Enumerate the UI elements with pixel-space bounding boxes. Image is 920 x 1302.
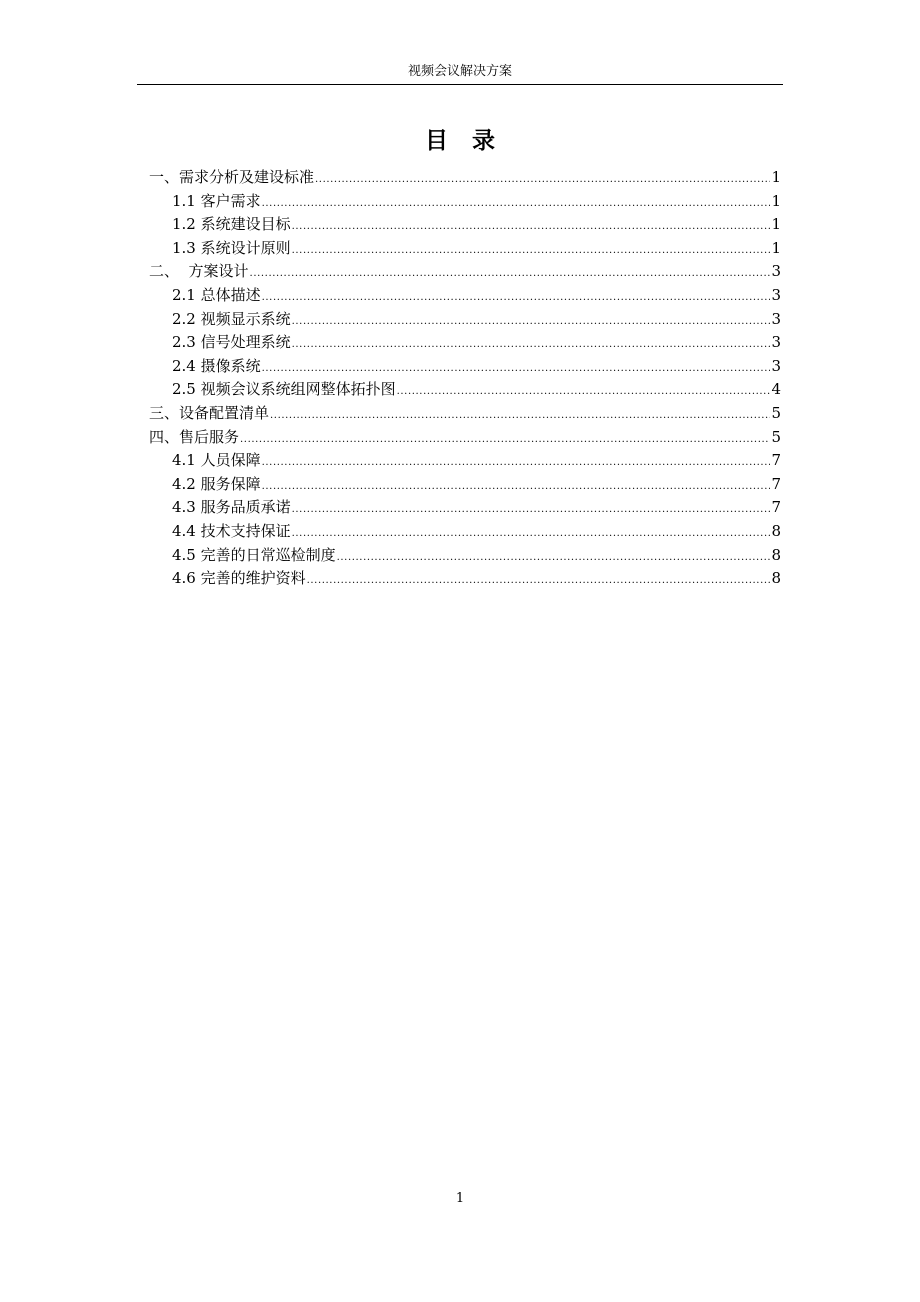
toc-title: 目录 [425, 128, 519, 154]
toc-entry-text: 4.1 人员保障 [172, 451, 261, 470]
toc-entry-page: 3 [771, 333, 781, 352]
toc-dot-leader [292, 498, 771, 522]
toc-entry-text: 2.5 视频会议系统组网整体拓扑图 [172, 380, 396, 399]
toc-dot-leader [292, 522, 771, 546]
toc-entry-page: 5 [771, 427, 781, 446]
toc-dot-leader [315, 168, 770, 192]
toc-entry[interactable] [149, 166, 781, 190]
toc-entry[interactable] [149, 260, 781, 284]
toc-entry-text: 4.6 完善的维护资料 [172, 569, 306, 588]
toc-entry-text: 2.4 摄像系统 [172, 356, 261, 375]
toc-entry-text: 2.1 总体描述 [172, 285, 261, 304]
toc-entry-text: 三、设备配置清单 [149, 403, 270, 422]
toc-dot-leader [262, 286, 771, 310]
toc-entry-text: 4.5 完善的日常巡检制度 [172, 545, 336, 564]
toc-dot-leader [262, 475, 771, 499]
toc-entry-page: 1 [771, 168, 781, 186]
toc-entry-page: 4 [771, 380, 781, 399]
toc-entry-page: 1 [771, 191, 781, 210]
toc-entry-page: 7 [771, 451, 781, 470]
toc-entry[interactable] [149, 284, 781, 308]
toc-dot-leader [307, 569, 771, 593]
toc-dot-leader [292, 239, 771, 263]
toc-entry-page: 7 [771, 498, 781, 517]
toc-entry-page: 5 [771, 403, 781, 422]
toc-entry-page: 8 [771, 521, 781, 540]
toc-entry-page: 8 [771, 569, 781, 588]
toc-entry[interactable] [149, 402, 781, 426]
toc-dot-leader [292, 310, 771, 334]
toc-entry[interactable] [149, 308, 781, 332]
toc-entry[interactable] [149, 190, 781, 214]
toc-entry[interactable] [149, 544, 781, 568]
toc-entry-page: 1 [771, 215, 781, 234]
toc-entry-text: 4.2 服务保障 [172, 474, 261, 493]
toc-entry-page: 7 [771, 474, 781, 493]
table-of-contents [149, 166, 781, 591]
toc-dot-leader [262, 451, 771, 475]
toc-dot-leader [337, 546, 771, 570]
toc-entry-page: 3 [771, 356, 781, 375]
toc-dot-leader [262, 192, 771, 216]
toc-dot-leader [292, 215, 771, 239]
toc-entry-text: 4.3 服务品质承诺 [172, 498, 291, 517]
toc-entry-page: 3 [771, 285, 781, 304]
toc-entry[interactable] [149, 520, 781, 544]
toc-dot-leader [292, 333, 771, 357]
toc-entry-text: 一、需求分析及建设标准 [149, 168, 315, 186]
toc-entry-text: 2.2 视频显示系统 [172, 309, 291, 328]
toc-entry[interactable] [149, 473, 781, 497]
toc-entry-text: 四、售后服务 [149, 427, 240, 446]
toc-dot-leader [270, 404, 770, 428]
toc-entry-text: 1.1 客户需求 [172, 191, 261, 210]
toc-entry-text: 1.3 系统设计原则 [172, 238, 291, 257]
toc-entry-text: 2.3 信号处理系统 [172, 333, 291, 352]
toc-entry[interactable] [149, 355, 781, 379]
toc-dot-leader [397, 380, 771, 404]
toc-dot-leader [240, 428, 770, 452]
header-divider [137, 84, 783, 85]
toc-entry-page: 8 [771, 545, 781, 564]
toc-entry[interactable] [149, 378, 781, 402]
page-number: 1 [455, 1191, 465, 1206]
toc-entry[interactable] [149, 237, 781, 261]
toc-entry[interactable] [149, 567, 781, 591]
toc-dot-leader [250, 262, 771, 286]
toc-entry[interactable] [149, 496, 781, 520]
toc-entry-text: 1.2 系统建设目标 [172, 215, 291, 234]
toc-entry-page: 1 [771, 238, 781, 257]
toc-entry-page: 3 [771, 262, 781, 281]
toc-entry[interactable] [149, 213, 781, 237]
toc-entry-text: 二、 方案设计 [149, 262, 249, 281]
page-header-title: 视频会议解决方案 [407, 64, 512, 79]
toc-entry-text: 4.4 技术支持保证 [172, 521, 291, 540]
toc-entry-page: 3 [771, 309, 781, 328]
toc-entry[interactable] [149, 426, 781, 450]
toc-entry[interactable] [149, 449, 781, 473]
toc-entry[interactable] [149, 331, 781, 355]
toc-dot-leader [262, 357, 771, 381]
